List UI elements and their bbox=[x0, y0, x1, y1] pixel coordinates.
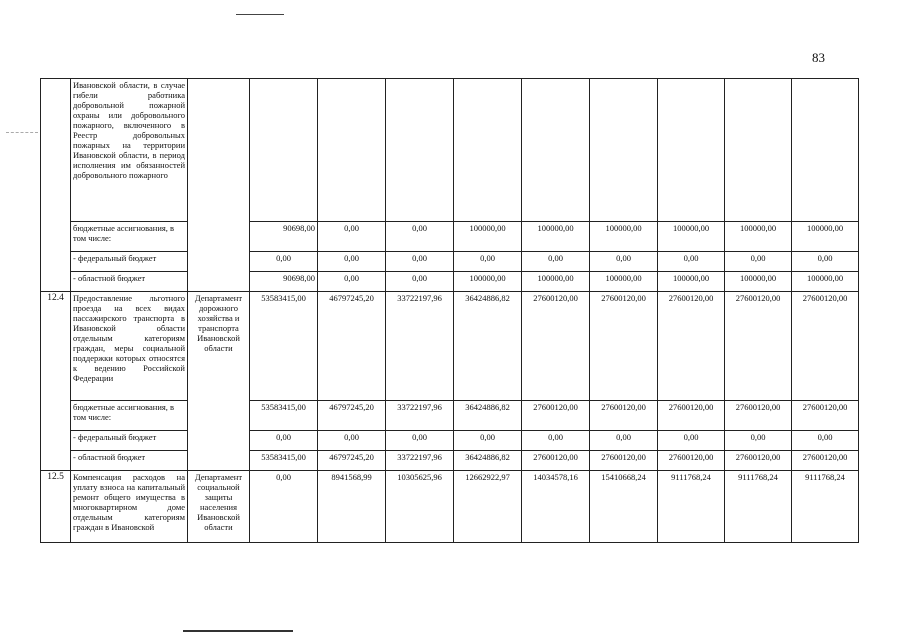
table-row bbox=[41, 252, 859, 272]
value-cell: 27600120,00 bbox=[590, 401, 658, 431]
value-cell: 36424886,82 bbox=[454, 401, 522, 431]
row-label: - областной бюджет bbox=[71, 451, 188, 471]
value-cell: 27600120,00 bbox=[658, 401, 725, 431]
value-cell: 0,00 bbox=[658, 431, 725, 451]
table-row bbox=[41, 222, 859, 252]
table-row bbox=[41, 272, 859, 292]
value-cell: 100000,00 bbox=[725, 272, 792, 292]
value-cell: 0,00 bbox=[386, 431, 454, 451]
value-cell: 0,00 bbox=[318, 431, 386, 451]
value-cell: 0,00 bbox=[250, 252, 318, 272]
table-row bbox=[41, 79, 859, 222]
value-cell: 0,00 bbox=[386, 252, 454, 272]
value-cell: 100000,00 bbox=[792, 272, 859, 292]
value-cell: 27600120,00 bbox=[658, 451, 725, 471]
value-cell: 27600120,00 bbox=[658, 292, 725, 401]
row-index-cell bbox=[41, 79, 71, 292]
value-cell: 100000,00 bbox=[590, 272, 658, 292]
row-executor: Департамент дорожного хозяйства и транспорта Ивановской области bbox=[188, 292, 250, 471]
row-label: - областной бюджет bbox=[71, 272, 188, 292]
value-cell: 100000,00 bbox=[658, 222, 725, 252]
value-cell: 100000,00 bbox=[522, 222, 590, 252]
scan-mark-bottom bbox=[183, 630, 293, 632]
value-cell bbox=[522, 79, 590, 222]
value-cell: 0,00 bbox=[725, 252, 792, 272]
value-cell: 46797245,20 bbox=[318, 292, 386, 401]
value-cell: 100000,00 bbox=[792, 222, 859, 252]
value-cell: 0,00 bbox=[318, 252, 386, 272]
value-cell: 33722197,96 bbox=[386, 401, 454, 431]
value-cell: 27600120,00 bbox=[590, 451, 658, 471]
row-executor: Департамент социальной защиты населения Ивановской области bbox=[188, 471, 250, 543]
value-cell: 27600120,00 bbox=[725, 401, 792, 431]
value-cell: 9111768,24 bbox=[792, 471, 859, 543]
value-cell: 100000,00 bbox=[590, 222, 658, 252]
value-cell: 27600120,00 bbox=[725, 292, 792, 401]
value-cell: 27600120,00 bbox=[522, 292, 590, 401]
value-cell: 27600120,00 bbox=[522, 401, 590, 431]
row-description: Предоставление льготного проезда на всех видах пассажирского транспорта в Ивановской области отдельным категориям граждан, меры социальной поддержки которых относятся к ведению Российской Федерации bbox=[71, 292, 188, 401]
budget-table bbox=[40, 78, 859, 543]
table-row bbox=[41, 451, 859, 471]
value-cell: 27600120,00 bbox=[590, 292, 658, 401]
value-cell bbox=[590, 79, 658, 222]
value-cell: 100000,00 bbox=[725, 222, 792, 252]
value-cell: 0,00 bbox=[725, 431, 792, 451]
value-cell bbox=[454, 79, 522, 222]
value-cell: 100000,00 bbox=[522, 272, 590, 292]
row-label: - федеральный бюджет bbox=[71, 252, 188, 272]
value-cell: 53583415,00 bbox=[250, 292, 318, 401]
page-number: 83 bbox=[812, 50, 825, 65]
value-cell bbox=[250, 79, 318, 222]
row-label: бюджетные ассигнования, в том числе: bbox=[71, 222, 188, 252]
table-row bbox=[41, 292, 859, 401]
value-cell: 14034578,16 bbox=[522, 471, 590, 543]
value-cell: 0,00 bbox=[454, 431, 522, 451]
value-cell bbox=[658, 79, 725, 222]
value-cell: 33722197,96 bbox=[386, 292, 454, 401]
value-cell: 33722197,96 bbox=[386, 451, 454, 471]
value-cell bbox=[792, 79, 859, 222]
scan-artifact bbox=[6, 132, 38, 134]
value-cell: 46797245,20 bbox=[318, 451, 386, 471]
value-cell: 9111768,24 bbox=[658, 471, 725, 543]
value-cell bbox=[318, 79, 386, 222]
table-row bbox=[41, 431, 859, 451]
row-index: 12.4 bbox=[41, 292, 71, 471]
row-description: Компенсация расходов на уплату взноса на капитальный ремонт общего имущества в многоквартирном доме отдельным категориям граждан в Ивановской bbox=[71, 471, 188, 543]
value-cell: 27600120,00 bbox=[522, 451, 590, 471]
value-cell: 36424886,82 bbox=[454, 451, 522, 471]
row-description: Ивановской области, в случае гибели работника добровольной пожарной охраны или добровольного пожарного, включенного в Реестр добровольных пожарных на территории Ивановской области, в период исполнения им обязанностей добровольного пожарного bbox=[71, 79, 188, 222]
value-cell: 12662922,97 bbox=[454, 471, 522, 543]
value-cell: 27600120,00 bbox=[725, 451, 792, 471]
row-label: бюджетные ассигнования, в том числе: bbox=[71, 401, 188, 431]
value-cell bbox=[725, 79, 792, 222]
value-cell: 27600120,00 bbox=[792, 292, 859, 401]
value-cell: 53583415,00 bbox=[250, 451, 318, 471]
value-cell: 15410668,24 bbox=[590, 471, 658, 543]
value-cell: 100000,00 bbox=[454, 272, 522, 292]
value-cell: 46797245,20 bbox=[318, 401, 386, 431]
value-cell bbox=[386, 79, 454, 222]
table-row bbox=[41, 401, 859, 431]
value-cell: 0,00 bbox=[318, 222, 386, 252]
value-cell: 100000,00 bbox=[454, 222, 522, 252]
row-executor bbox=[188, 79, 250, 292]
value-cell: 90698,00 bbox=[250, 222, 318, 252]
value-cell: 8941568,99 bbox=[318, 471, 386, 543]
value-cell: 0,00 bbox=[250, 431, 318, 451]
row-label: - федеральный бюджет bbox=[71, 431, 188, 451]
value-cell: 0,00 bbox=[590, 252, 658, 272]
value-cell: 0,00 bbox=[792, 252, 859, 272]
value-cell: 0,00 bbox=[792, 431, 859, 451]
scan-mark-top bbox=[236, 14, 284, 15]
value-cell: 27600120,00 bbox=[792, 451, 859, 471]
value-cell: 10305625,96 bbox=[386, 471, 454, 543]
value-cell: 0,00 bbox=[386, 272, 454, 292]
value-cell: 53583415,00 bbox=[250, 401, 318, 431]
value-cell: 0,00 bbox=[590, 431, 658, 451]
value-cell: 36424886,82 bbox=[454, 292, 522, 401]
value-cell: 0,00 bbox=[522, 252, 590, 272]
value-cell: 0,00 bbox=[522, 431, 590, 451]
row-index: 12.5 bbox=[41, 471, 71, 543]
value-cell: 0,00 bbox=[250, 471, 318, 543]
value-cell: 0,00 bbox=[454, 252, 522, 272]
value-cell: 0,00 bbox=[658, 252, 725, 272]
value-cell: 0,00 bbox=[386, 222, 454, 252]
value-cell: 27600120,00 bbox=[792, 401, 859, 431]
table-row bbox=[41, 471, 859, 543]
value-cell: 90698,00 bbox=[250, 272, 318, 292]
value-cell: 9111768,24 bbox=[725, 471, 792, 543]
value-cell: 100000,00 bbox=[658, 272, 725, 292]
value-cell: 0,00 bbox=[318, 272, 386, 292]
